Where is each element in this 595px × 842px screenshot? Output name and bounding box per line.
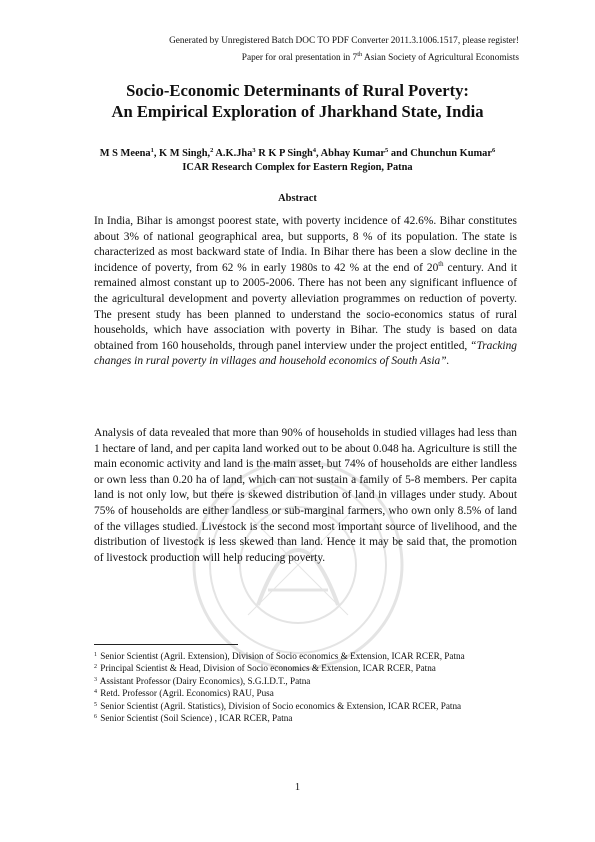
author-block: [0, 147, 595, 175]
author-affiliation-mark: 5: [385, 147, 389, 154]
abstract-paragraph-2: Analysis of data revealed that more than 90% of households in studied villages had less than 1 hectare of land, and per capita land worked out to be about 0.048 ha. Agriculture is still the main economic activity and land is the main asset, but 74% of households are either landless or own less than 0.20 ha of land, which can not sustain a family of 5-8 members. Per capita land is not only low, but there is skewed distribution of land in villages under study. About 75% of households are either landless or sub-marginal farmers, who own only 8.5% of land of the villages studied. Livestock is the second most important source of livelihood, and the distribution of livestock is less skewed than land. Hence it may be said that, the promotion of livestock production will help reducing poverty.: [94, 427, 517, 564]
abstract-paragraph-1: In India, Bihar is amongst poorest state, with poverty incidence of 42.6%. Bihar constitutes about 3% of national geographical area, but supports, 8 % of its population. The state is characterized as most backward state of India. In Bihar there has been a slow decline in the incidence of poverty, from 62 % in early 1980s to 42 % at the end of 20th century. And it remained almost constant up to 2005-2006. There has not been any significant influence of the agricultural development and poverty alleviation programmes on reduction of poverty. The present study has been planned to understand the socio-economics status of rural households, which have association with poverty in Bihar. The study is based on data obtained from 160 households, through panel interview under the project entitled, “Tracking changes in rural poverty in villages and household economics of South Asia”.: [94, 215, 518, 368]
footnote-item: [94, 662, 517, 674]
footnote-text: Principal Scientist & Head, Division of Socio economics & Extension, ICAR RCER, Patna: [98, 663, 436, 674]
footnote-divider: [94, 644, 238, 645]
author-name: Chunchun Kumar: [410, 148, 492, 159]
footnotes: [94, 650, 517, 724]
footnote-item: [94, 700, 517, 712]
footnote-number: 4: [94, 689, 97, 696]
converter-notice: Generated by Unregistered Batch DOC TO PDF Converter 2011.3.1006.1517, please register!: [169, 36, 519, 46]
footnote-text: Senior Scientist (Soil Science) , ICAR RCER, Patna: [98, 713, 293, 724]
author-affiliation-mark: 6: [491, 147, 496, 154]
footnote-text: Senior Scientist (Agril. Extension), Division of Socio economics & Extension, ICAR RCER, Patna: [98, 651, 465, 661]
author-affiliation-mark: 4: [312, 147, 317, 154]
page-header: [169, 35, 519, 65]
footnote-item: [94, 675, 517, 687]
conference-note: Paper for oral presentation in 7th Asian Society of Agricultural Economists: [241, 51, 519, 64]
footnote-text: Senior Scientist (Agril. Statistics), Division of Socio economics & Extension, ICAR RCER, Patna: [98, 700, 462, 711]
author-name: Abhay Kumar: [320, 148, 386, 159]
page-number: 1: [294, 782, 301, 793]
footnote-item: [94, 712, 517, 724]
footnote-number: 5: [94, 701, 97, 708]
affiliation: ICAR Research Complex for Eastern Region, Patna: [182, 162, 413, 173]
title-line-1: Socio-Economic Determinants of Rural Poverty:: [126, 81, 469, 100]
author-list: M S Meena$^1$, K M Singh,$^2$ A.K.Jha$^3$ R K P Singh$^4$, Abhay Kumar$^5$ and Chunchun Kumar$^6$: [99, 147, 496, 159]
project-title-quote: “Tracking changes in rural poverty in villages and household economics of South Asia”.: [94, 339, 517, 368]
abstract-heading: Abstract: [278, 193, 317, 204]
footnote-text: Retd. Professor (Agril. Economics) RAU, Pusa: [98, 688, 274, 699]
footnote-item: [94, 650, 517, 662]
footnote-number: 3: [94, 676, 97, 683]
author-name: A.K.Jha: [215, 148, 253, 159]
author-affiliation-mark: 3: [252, 147, 256, 154]
author-name: R K P Singh: [258, 148, 313, 159]
paper-title: [0, 80, 595, 122]
footnote-number: 2: [94, 664, 97, 671]
footnote-text: Assistant Professor (Dairy Economics), S.G.I.D.T., Patna: [98, 675, 311, 686]
author-name: K M Singh,: [159, 148, 211, 159]
author-name: M S Meena: [99, 148, 151, 159]
footnote-number: 1: [94, 652, 97, 658]
title-line-2: An Empirical Exploration of Jharkhand State, India: [111, 102, 484, 121]
footnote-item: [94, 687, 517, 699]
author-affiliation-mark: 2: [210, 147, 214, 154]
author-affiliation-mark: 1: [150, 147, 154, 154]
footnote-number: 6: [94, 714, 97, 721]
